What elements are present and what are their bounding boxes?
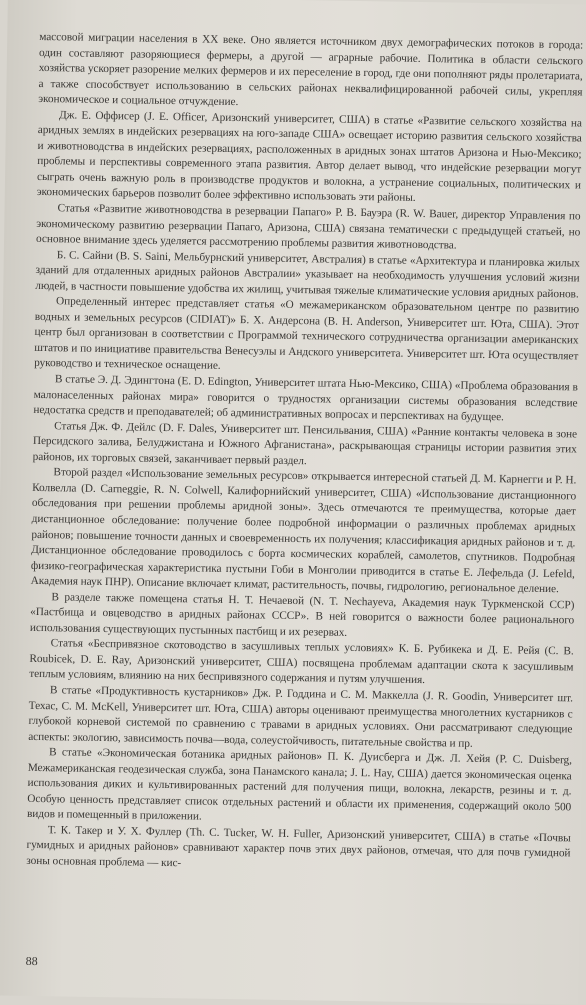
paragraph: В статье «Экономическая ботаника аридных районов» П. К. Дуисберга и Дж. Л. Хейя (P. C. Duisberg, Межамериканская геодезическая служба, зона Панамского канала; J. L. Hay, США) дается экономическая оценка использования диких и культивированных растений для получения пищи, волокна, лекарств, резины и т. д. Особую ценность представляет список отдельных растений и области их применения, содержащий около 500 видов и помещенный в приложении. <box>26 746 573 823</box>
paragraph: В статье Э. Д. Эдингтона (E. D. Edington, Университет штата Нью-Мексико, США) «Проблема образования в малонаселенных районах мира» говорится о трудностях организации системы образования вследствие недостатка средств и преподавателей; об административных вопросах и перспективах на будущее. <box>33 373 578 424</box>
paragraph: Б. С. Сайни (B. S. Saini, Мельбурнский университет, Австралия) в статье «Архитектура и планировка жилых зданий для отдаленных аридных районов Австралии» указывает на необходимость улучшения условий жизни людей, в частности повышение удобства их жилищ, учитывая тяжелые климатические условия аридных районов. <box>35 248 580 301</box>
paragraph: Второй раздел «Использование земельных ресурсов» открывается интересной статьей Д. М. Карнегги и Р. Н. Колвелла (D. Carneggie, R. N. Colwell, Калифорнийский университет, США) «Использование дистанционного обследования при решении проблемы аридной зоны». Здесь отмечаются те преимущества, которые дает дистанционное обследование: получение более подробной информации о различных проблемах аридных районов; повышение точности данных и своевременность их получения; классификация аридных районов и т. д. Дистанционное обследование проводилось с борта космических кораблей, самолетов, спутников. Подробная физико-географическая характеристика пустыни Гоби в Монголии приводится в статье Е. Лефельда (J. Lefeld, Академия наук ПНР). Описание включает климат, растительность, почвы, гидрологию, региональное деление. <box>30 466 577 596</box>
paragraph: Статья «Развитие животноводства в резервации Папаго» Р. В. Бауэра (R. W. Bauer, директор Управления по экономическому развитию резервации Папаго, Аризона, США) связана тематически с предыдущей статьей, но основное внимание здесь уделяется рассмотрению проблемы развития животноводства. <box>35 202 581 252</box>
paragraph: В статье «Продуктивность кустарников» Дж. Р. Годдина и С. М. Маккелла (J. R. Goodin, Университет шт. Техас, C. M. McKell, Университет шт. Юта, США) авторы оценивают преимущества многолетних кустарников с глубокой корневой системой по сравнению с травами в аридных условиях. Они рассматривают следующие аспекты: экологию, зависимость почва—вода, солеустойчивость, питательные свойства и пр. <box>28 684 574 750</box>
body-text <box>26 30 583 878</box>
paragraph: В разделе также помещена статья Н. Т. Нечаевой (N. T. Nechayeva, Академия наук Туркменской ССР) «Пастбища и овцеводство в аридных районах СССР». В ней говорится о важности более рационального использования существующих пустынных пастбищ и их резервах. <box>29 590 575 639</box>
paragraph: Определенный интерес представляет статья «О межамериканском образовательном центре по развитию водных и земельных ресурсов (CIDIAT)» Б. Х. Андерсона (B. H. Anderson, Университет шт. Юта, США). Этот центр был организован в соответствии с Программой технического сотрудничества организации американских штатов и по инициативе правительства Венесуэлы и Андского университета. Университет шт. Юта осуществляет руководство и техническое оснащение. <box>34 295 580 373</box>
page-number: 88 <box>25 953 38 969</box>
paragraph: массовой миграции населения в XX веке. Оно является источником двух демографических потоков в города: один составляют разоряющиеся фермеры, а другой — аграрные рабочие. Политика в области сельского хозяйства ускоряет разорение мелких фермеров и их переселение в город, где они пополняют ряды пролетариата, а также способствует использованию в сельских районах неквалифицированной рабочей силы, укрепляя экономическое и социальное отчуждение. <box>38 30 584 109</box>
paragraph: Т. К. Такер и У. Х. Фуллер (Th. C. Tucker, W. H. Fuller, Аризонский университет, США) в статье «Почвы гумидных и аридных районов» сравнивают характер почв этих двух районов, отмечая, что для почв гумидной зоны основная проблема — кис- <box>26 824 571 870</box>
paragraph: Статья Дж. Ф. Дейлс (D. F. Dales, Университет шт. Пенсильвания, США) «Ранние контакты человека в зоне Персидского залива, Белуджистана и Южного Афганистана», раскрывающая страницы истории развития этих районов, их торговых связей, заканчивает первый раздел. <box>32 419 578 467</box>
paragraph: Статья «Беспривязное скотоводство в засушливых теплых условиях» К. Б. Рубикека и Д. Е. Рейя (C. B. Roubicek, D. E. Ray, Аризонский университет, США) посвящена проблемам адаптации скота к засушливым теплым условиям, влиянию на них беспривязного содержания и путям улучшения. <box>29 637 574 687</box>
paragraph: Дж. Е. Оффисер (J. E. Officer, Аризонский университет, США) в статье «Развитие сельского хозяйства на аридных землях в индейских резервациях на юго-западе США» освещает историю развития сельского хозяйства и животноводства в индейских резервациях, расположенных в аридных зонах штатов Аризона и Нью-Мексико; проблемы и перспективы современного этапа развития. Автор делает вывод, что индейские резервации могут сыграть очень важную роль в производстве продуктов и волокна, а устранение социальных, политических и экономических барьеров позволит более эффективно использовать эти районы. <box>36 109 583 205</box>
